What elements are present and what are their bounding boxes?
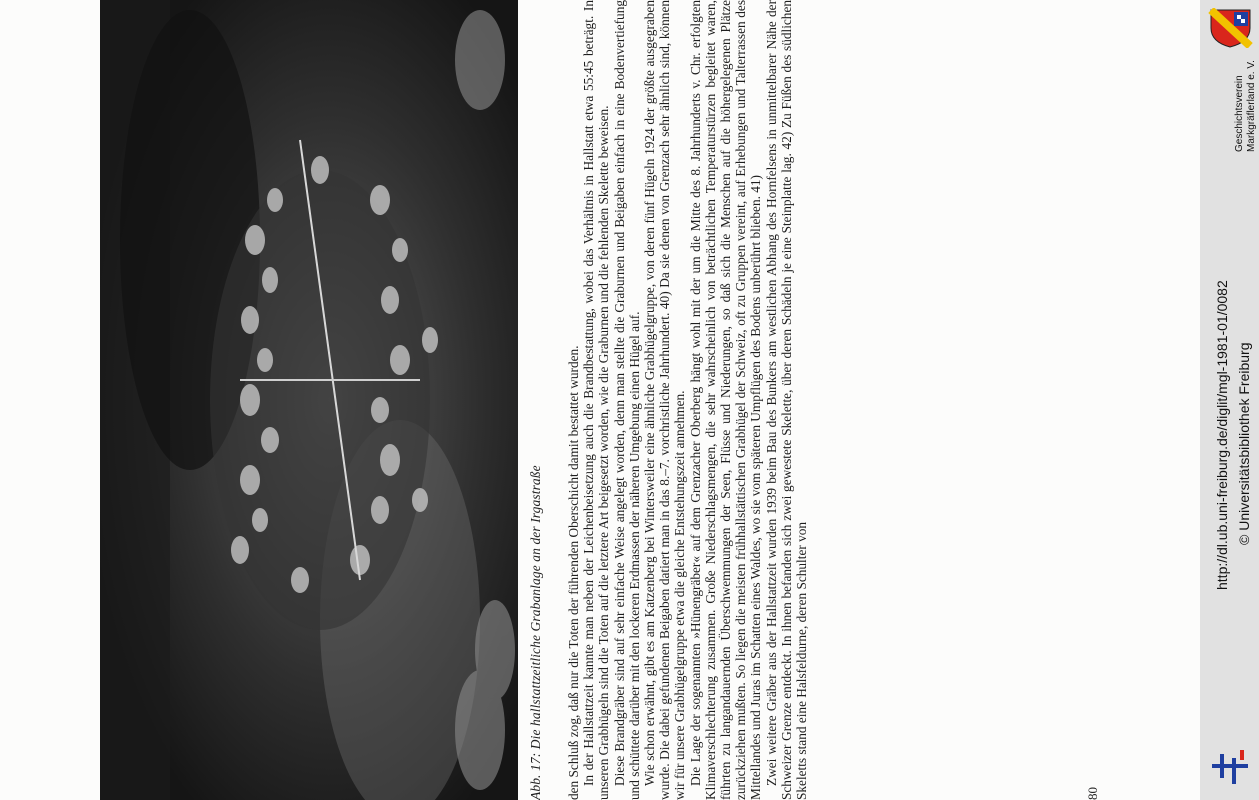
paragraph: den Schluß zog, daß nur die Toten der führenden Oberschicht damit bestattet wurden. [566,345,581,800]
document-url[interactable]: http://dl.ub.uni-freiburg.de/diglit/mgl-1981-01/0082 [1214,280,1230,590]
excavation-photo [100,0,518,800]
copyright-notice: © Universitätsbibliothek Freiburg [1236,342,1252,545]
body-text [566,0,1106,800]
page-number: 80 [1085,787,1100,800]
paragraph: Die Lage der sogenannten »Hünengräber« auf dem Grenzacher Oberberg hängt wohl mit der um die Mitte des 8. Jahrhunderts v. Chr. erfolgten Klimaverschlechterung zusammen. Große Niederschlagsmengen, die sehr wahrscheinlich von beträchtlichen Temperaturstürzen begleitet waren, führten zu langandauernden Überschwemmungen der Seen, Flüsse und Niederungen, so daß sich die Menschen auf die höhergelegenen Plätze zurückziehen mußten. So liegen die meisten frühhallstättischen Grabhügel der Schweiz, oft zu Gruppen vereint, auf Erhebungen und Talterrassen des Mittellandes und Juras im Schatten eines Waldes, wo sie vom späteren Umpflügen des Bodens unberührt blieben. 41) [687,0,764,800]
society-line-2: Markgräflerland e. V. [1246,60,1257,152]
rotated-page [100,0,1200,800]
society-crest-icon [1208,8,1253,48]
paragraph: Diese Brandgräber sind auf sehr einfache Weise angelegt worden, denn man stellte die Graburnen und Beigaben einfach in eine Bodenvertiefung und schüttete darüber mit den lockeren Erdmassen der näheren Umgebung einen Hügel auf. [611,0,642,800]
ub-freiburg-logo-icon [1210,748,1250,784]
figure-caption: Abb. 17: Die hallstattzeitliche Grabanlage an der Irgastraße [528,465,543,800]
society-name [1234,60,1258,152]
paragraph: In der Hallstattzeit kannte man neben der Leichenbeisetzung auch die Brandbestattung, wobei das Verhältnis in Hallstatt etwa 55:45 beträgt. In unseren Grabhügeln sind die Toten auf die letztere Art beigesetzt worden, wie die Graburnen und die fehlenden Skelette beweisen. [581,0,612,800]
paragraph: Wie schon erwähnt, gibt es am Katzenberg bei Wintersweiler eine ähnliche Grabhügelgruppe, von deren fünf Hügeln 1924 der größte ausgegraben wurde. Die dabei gefundenen Beigaben datiert man in das 8.–7. vorchristliche Jahrhundert. 40) Da sie denen von Grenzach sehr ähnlich sind, können wir für unsere Grabhügelgruppe etwa die gleiche Entstehungszeit annehmen. [642,0,688,800]
paragraph: Zwei weitere Gräber aus der Hallstattzeit wurden 1939 beim Bau des Bunkers am westlichen Abhang des Hornfelsens in unmittelbarer Nähe der Schweizer Grenze entdeckt. In ihnen befanden sich zwei gewestete Skelette, über deren Schädeln je eine Steinplatte lag. 42) Zu Füßen des südlichen Skeletts stand eine Halsfeldurne, deren Schulter von [763,0,810,800]
society-line-1: Geschichtsverein [1234,75,1245,152]
